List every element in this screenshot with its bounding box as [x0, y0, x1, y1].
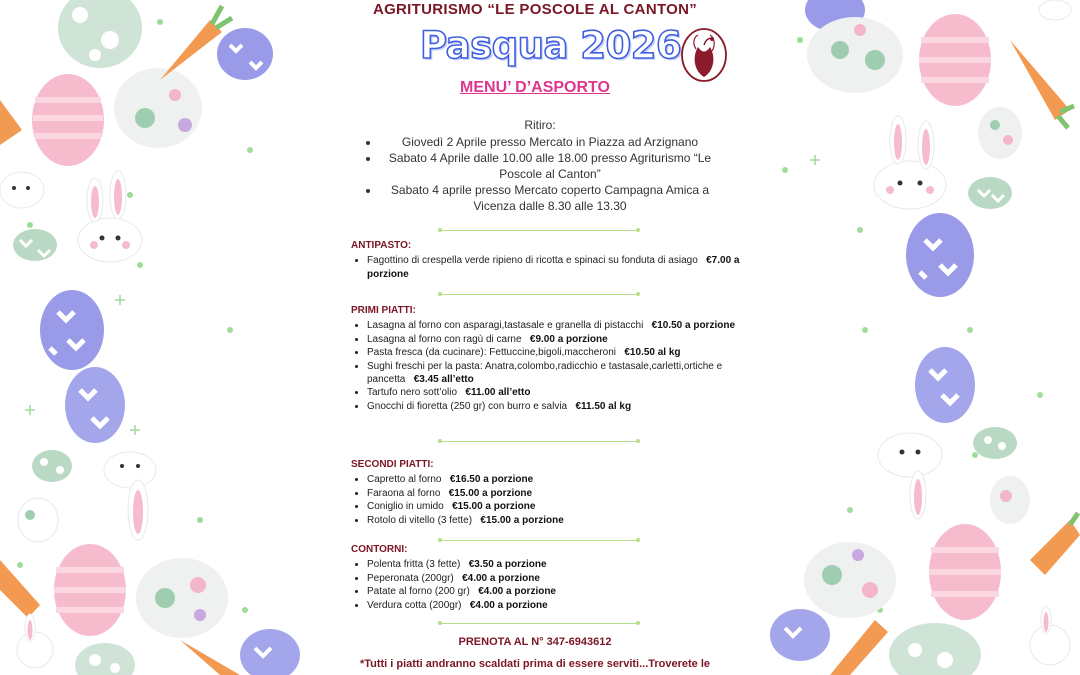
dish-price: €10.50 a porzione — [651, 320, 736, 332]
easter-egg-icon — [968, 177, 1012, 209]
booking-phone: PRENOTA AL N° 347-6943612 — [458, 636, 612, 648]
menu-item — [367, 360, 741, 387]
carrot-icon — [1030, 513, 1080, 575]
section-contorni — [351, 543, 741, 612]
dish-name: Lasagna al forno con ragù di carne — [367, 333, 522, 345]
pickup-item: • Giovedì 2 Aprile presso Mercato in Piazza ad Arzignano — [380, 134, 720, 150]
dish-name: Lasagna al forno con asparagi,tastasale e granella di pistacchi — [367, 320, 644, 332]
dish-name: Pasta fresca (da cucinare): Fettuccine,bigoli,maccheroni — [367, 347, 617, 359]
menu-item — [367, 319, 741, 332]
dish-price: €10.50 al kg — [624, 347, 681, 359]
easter-egg-icon — [114, 68, 202, 148]
title-row — [300, 24, 770, 86]
menu-item — [367, 473, 741, 486]
section-title: CONTORNI: — [351, 544, 408, 555]
dish-name: Rotolo di vitello (3 fette) — [367, 514, 473, 526]
easter-egg-icon — [240, 629, 300, 675]
easter-decoration-left — [0, 0, 300, 675]
menu-item — [367, 500, 741, 513]
dish-price: €4.00 a porzione — [478, 586, 556, 598]
easter-egg-icon — [32, 74, 104, 166]
easter-egg-icon — [136, 558, 228, 638]
easter-egg-icon — [978, 107, 1022, 159]
bunny-icon — [0, 172, 44, 208]
menu-item — [367, 346, 741, 359]
menu-document — [300, 0, 770, 675]
dish-name: Coniglio in umido — [367, 501, 444, 513]
section-primi — [351, 304, 741, 413]
carrot-icon — [180, 640, 240, 675]
easter-egg-icon — [32, 450, 72, 482]
pickup-label: Ritiro: — [524, 118, 556, 132]
bunny-icon — [874, 116, 946, 209]
decorative-border-left — [0, 0, 300, 675]
section-divider — [441, 441, 637, 442]
easter-egg-icon — [217, 28, 273, 80]
bunny-icon — [878, 433, 942, 519]
dish-price: €4.00 a porzione — [462, 572, 540, 584]
menu-item — [367, 585, 741, 598]
dish-name: Polenta fritta (3 fette) — [367, 559, 461, 571]
easter-decoration-right — [770, 0, 1080, 675]
dish-price: €4.00 a porzione — [469, 599, 548, 611]
section-title: ANTIPASTO: — [351, 240, 412, 251]
dish-price: €15.00 a porzione — [448, 487, 533, 499]
easter-egg-icon — [40, 290, 104, 370]
bunny-icon — [17, 614, 53, 668]
pickup-item: • Sabato 4 aprile presso Mercato coperto Campagna Amica a Vicenza dalle 8.30 alle 13.30 — [380, 182, 720, 214]
section-title: SECONDI PIATTI: — [351, 459, 434, 470]
carrot-icon — [0, 100, 22, 145]
menu-item — [367, 400, 741, 413]
dish-name: Sughi freschi per la pasta: Anatra,colombo,radicchio e tastasale,carletti,ortiche e pancetta — [367, 360, 723, 386]
easter-egg-icon — [889, 623, 981, 675]
carrot-icon — [830, 620, 888, 675]
dish-price: €9.00 a porzione — [529, 333, 608, 345]
easter-egg-icon — [919, 14, 991, 106]
easter-egg-icon — [807, 17, 903, 93]
footer-note: *Tutti i piatti andranno scaldati prima di essere serviti...Troverete le — [359, 658, 711, 670]
section-antipasto — [351, 239, 741, 281]
carrot-icon — [0, 560, 40, 618]
dish-name: Tartufo nero sott’olio — [367, 387, 458, 399]
easter-egg-icon — [54, 544, 126, 636]
menu-item — [367, 254, 741, 281]
bunny-icon — [104, 452, 156, 540]
venue-name: AGRITURISMO “LE POSCOLE AL CANTON” — [372, 1, 698, 18]
bunny-icon — [78, 171, 142, 262]
easter-egg-icon — [915, 347, 975, 423]
peacock-logo-icon — [680, 27, 728, 83]
menu-item — [367, 386, 741, 399]
menu-item — [367, 514, 741, 527]
dish-price: €15.00 a porzione — [452, 501, 536, 513]
dish-name: Fagottino di crespella verde ripieno di ricotta e spinaci su fonduta di asiago — [367, 255, 698, 267]
dish-name: Gnocchi di fioretta (250 gr) con burro e salvia — [367, 400, 568, 412]
menu-item — [367, 333, 741, 346]
menu-item — [367, 572, 741, 585]
dish-price: €11.00 all’etto — [465, 387, 531, 399]
dish-price: €3.50 a porzione — [468, 559, 547, 571]
dish-price: €15.00 a porzione — [480, 514, 564, 526]
dish-price: €11.50 al kg — [575, 400, 632, 412]
carrot-icon — [1010, 40, 1074, 128]
pickup-info — [360, 117, 720, 214]
menu-item — [367, 599, 741, 612]
easter-egg-icon — [13, 229, 57, 261]
dish-name: Faraona al forno — [367, 487, 441, 499]
easter-egg-icon — [58, 0, 142, 68]
easter-egg-icon — [906, 213, 974, 297]
dish-name: Capretto al forno — [367, 474, 442, 486]
section-secondi — [351, 458, 741, 527]
easter-egg-icon — [973, 427, 1017, 459]
easter-egg-icon — [65, 367, 125, 443]
section-divider — [441, 623, 637, 624]
bunny-icon — [1030, 606, 1070, 665]
header — [300, 0, 770, 18]
section-divider — [441, 540, 637, 541]
pickup-list — [360, 134, 720, 214]
bunny-icon — [18, 498, 58, 542]
decorative-border-right — [770, 0, 1080, 675]
easter-egg-icon — [929, 524, 1001, 620]
dish-price: €3.45 all’etto — [413, 374, 474, 386]
easter-egg-icon — [990, 476, 1030, 524]
menu-item — [367, 487, 741, 500]
bunny-icon — [1039, 0, 1071, 20]
menu-item — [367, 558, 741, 571]
dish-price: €16.50 a porzione — [449, 474, 534, 486]
pickup-item: • Sabato 4 Aprile dalle 10.00 alle 18.00 presso Agriturismo “Le Poscole al Canton” — [380, 150, 720, 182]
dish-price: €7.00 a porzione — [367, 255, 740, 280]
easter-egg-icon — [75, 643, 135, 675]
section-title: PRIMI PIATTI: — [351, 305, 416, 316]
dish-name: Verdura cotta (200gr) — [367, 599, 462, 611]
dish-name: Peperonata (200gr) — [367, 572, 454, 584]
easter-egg-icon — [770, 609, 830, 661]
menu-subtitle: MENU’ D’ASPORTO — [460, 79, 610, 96]
dish-name: Patate al forno (200 gr) — [367, 586, 470, 598]
section-divider — [441, 230, 637, 231]
page-title: Pasqua 2026 — [420, 24, 682, 67]
section-divider — [441, 294, 637, 295]
easter-egg-icon — [804, 542, 896, 618]
